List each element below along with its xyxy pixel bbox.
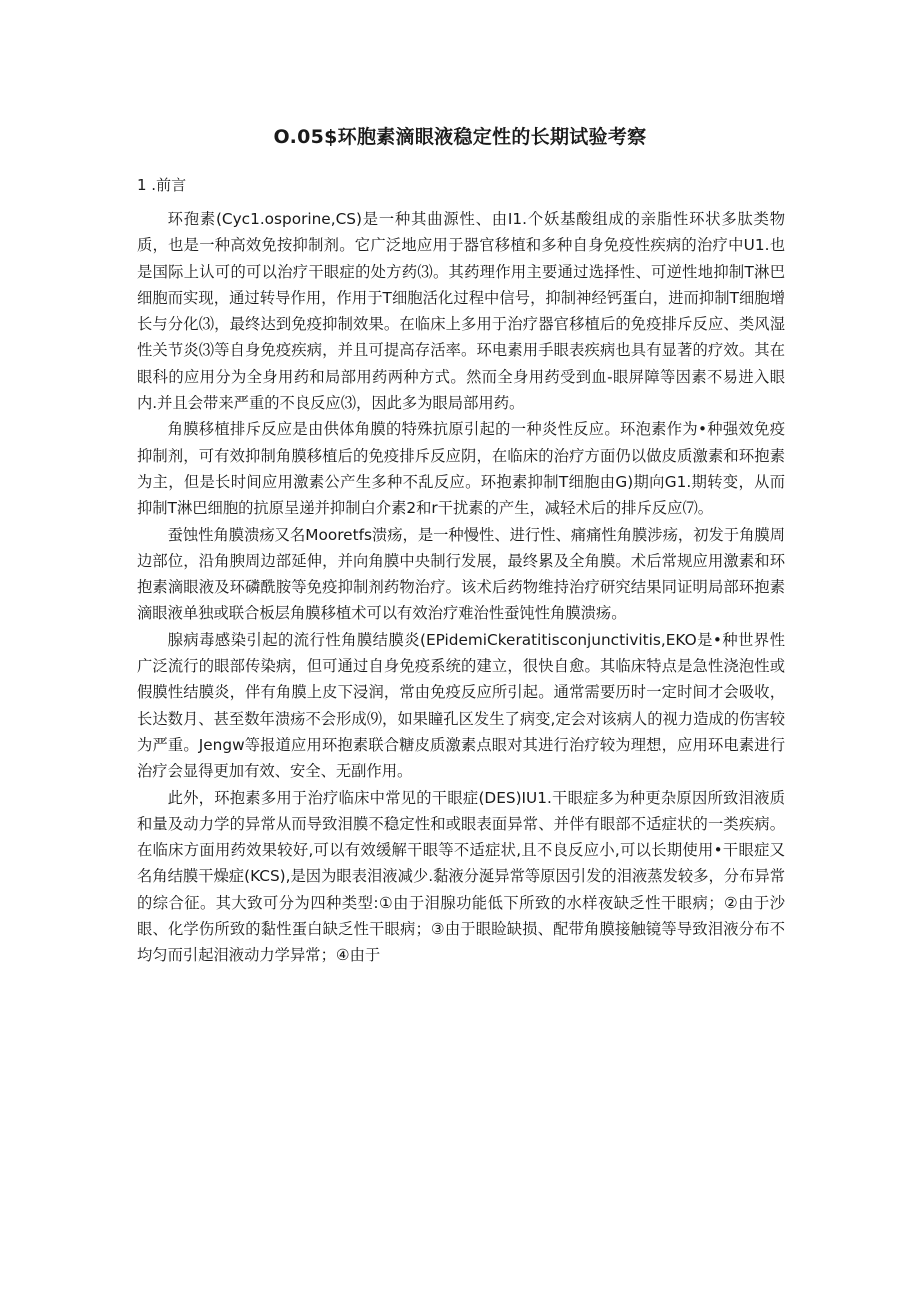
section-heading-introduction: 1 .前言 xyxy=(137,176,187,194)
paragraph-cyclosporine-overview: 环孢素(Cyc1.osporine,CS)是一种其曲源性、由I1.个妖基酸组成的亲脂性环状多肽类物质，也是一种高效免按抑制剂。它广泛地应用于器官移植和多种自身免疫性疾病的治疗中U1.也是国际上认可的可以治疗干眼症的处方药⑶。其药理作用主要通过选择性、可逆性地抑制T淋巴细胞而实现，通过转导作用，作用于T细胞活化过程中信号，抑制神经钙蛋白，进而抑制T细胞增长与分化⑶，最终达到免疫抑制效果。在临床上多用于治疗器官移植后的免疫排斥反应、类风湿性关节炎⑶等自身免疫疾病，并且可提高存活率。环电素用手眼表疾病也具有显著的疗效。其在眼科的应用分为全身用药和局部用药两种方式。然而全身用药受到血-眼屏障等因素不易进入眼内.并且会带来严重的不良反应⑶，因此多为眼局部用药。 xyxy=(137,210,785,413)
paragraph-epidemic-keratoconjunctivitis: 腺病毒感染引起的流行性角膜结膜炎(EPidemiCkeratitisconjunctivitis,EKO是•种世界性广泛流行的眼部传染病，但可通过自身免疫系统的建立，很快自愈。其临床特点是急性浇泡性或假膜性结膜炎，伴有角膜上皮下浸润，常由免疫反应所引起。通常需要历时一定时间才会吸收，长达数月、甚至数年溃疡不会形成⑼，如果瞳孔区发生了病变,定会对该病人的视力造成的伤害较为严重。Jengw等报道应用环抱素联合糖皮质激素点眼对其进行治疗较为理想，应用环电素进行治疗会显得更加有效、安全、无副作用。 xyxy=(137,630,785,781)
body-text xyxy=(137,206,785,969)
document-title: O.05$环胞素滴眼液稳定性的长期试验考察 xyxy=(273,126,647,148)
paragraph-dry-eye: 此外，环抱素多用于治疗临床中常见的干眼症(DES)IU1.干眼症多为种更杂原因所致泪液质和量及动力学的异常从而导致泪膜不稳定性和或眼表面异常、并伴有眼部不适症状的一类疾病。在临床方面用药效果较好,可以有效缓解干眼等不适症状,且不良反应小,可以长期使用•干眼症又名角结膜干燥症(KCS),是因为眼表泪液减少.黏液分涎异常等原因引发的泪液蒸发较多，分布异常的综合征。其大致可分为四种类型:①由于泪腺功能低下所致的水样夜缺乏性干眼病；②由于沙眼、化学伤所致的黏性蛋白缺乏性干眼病；③由于眼睑缺损、配带角膜接触镜等导致泪液分布不均匀而引起泪液动力学异常；④由于 xyxy=(137,788,785,965)
paragraph-corneal-transplant-rejection: 角膜移植排斥反应是由供体角膜的特殊抗原引起的一种炎性反应。环泡素作为•种强效免疫抑制剂，可有效抑制角膜移植后的免疫排斥反应阴，在临床的治疗方面仍以做皮质激素和环抱素为主，但是长时间应用激素公产生多种不乱反应。环抱素抑制T细胞由G)期向G1.期转变，从而抑制T淋巴细胞的抗原呈递并抑制白介素2和r干扰素的产生，减轻术后的排斥反应⑺。 xyxy=(137,420,785,518)
paragraph-mooren-ulcer: 蚕蚀性角膜溃疡又名Mooretfs溃疡，是一种慢性、进行性、痛痛性角膜涉疡，初发于角膜周边部位，沿角腴周边部延伸，并向角膜中央制行发展，最终累及全角膜。术后常规应用激素和环抱素滴眼液及环磷酰胺等免疫抑制剂药物治疗。该术后药物维持治疗研究结果同证明局部环抱素滴眼液单独或联合板层角膜移植术可以有效治疗难治性蚕饨性角膜溃疡。 xyxy=(137,525,785,623)
